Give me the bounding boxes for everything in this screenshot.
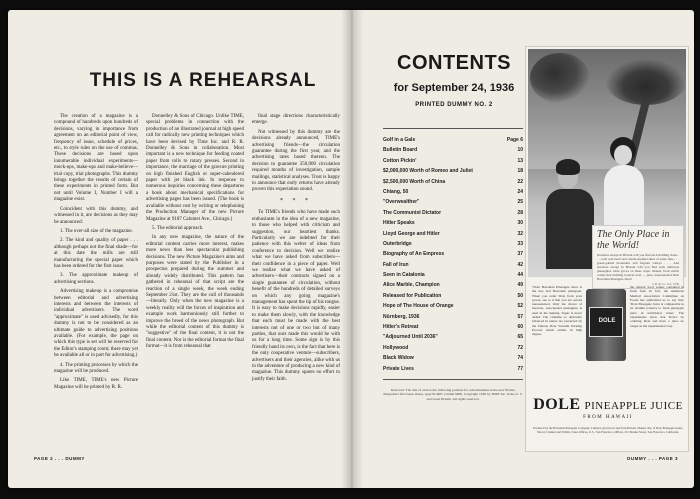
ad-credit: C.B. & Co. Ltd., 1936: [652, 282, 679, 286]
toc-title: Hitler Speaks: [383, 220, 415, 227]
brand-product: PINEAPPLE JUICE: [584, 400, 683, 412]
paragraph: final stage directions characteristically emerge.: [252, 114, 340, 126]
can-label: [589, 307, 623, 337]
contents-date: for September 24, 1936: [393, 82, 515, 94]
section-divider: * * *: [280, 197, 312, 204]
toc-title: Cotton Pickin': [383, 157, 417, 164]
ad-body-right: the natural food values contained in fresh fruit. In fact, the American Medical Association Committee on Foods has authorized us to say this: 'Dole Pineapple Juice is comparable in its vitamin potency to fresh pineapple juice in nutritional value.' The experiments show that Dole's by ordering Dole and have a juice no longer in the experimental way.: [630, 285, 684, 328]
paragraph: The creation of a magazine is a compound of hundreds upon hundreds of decisions, varying in importance from agreement on an editorial point of view, frequency of issue, schedule of prices, etc., to style rules on the use of commas. These decisions are based upon innumerable individual experiments—mock-ups, make-ups and make-believe—trial copy, trial photographs. This dummy brings together the results of certain of these experiments in printed form. But not until Volume I, Number I will a magazine exist.: [54, 114, 138, 203]
toc-title: $2,000,000 Worth of Romeo and Juliet: [383, 168, 473, 175]
toc-row[interactable]: [383, 197, 523, 207]
paragraph: 5. The editorial approach.: [152, 225, 204, 231]
contents-fine-print: Reserved. The title of each is the following position for advertisement in the new Picture Magazine's first issue. Rates, page $1,600; column $800. Copyright 1936 by TIME Inc. in the U. S. and Great Britain. All rights reserved.: [383, 388, 523, 401]
left-page: [8, 10, 351, 488]
man-hair: [556, 159, 580, 175]
decision-list: [54, 229, 138, 391]
toc-page: 30: [517, 220, 523, 227]
toc-title: Biography of An Empress: [383, 251, 445, 258]
list-item: Like TIME, TIME's new Picture Magazine will be printed by R. R.: [54, 378, 138, 390]
toc-row[interactable]: [383, 229, 523, 239]
page-headline: THIS IS A REHEARSAL: [89, 70, 317, 91]
text-column-1: [54, 114, 138, 394]
toc-row[interactable]: [383, 353, 523, 363]
toc-title: Hollywood: [383, 344, 409, 351]
ad-tagline-box: [592, 225, 684, 289]
ad-tagline-text: Nowhere except in Hawaii will you find such thrilling vistas . . . coral reef heart and candle-studded skies of azure blue . . . green-gabled mountains and fragrant valleys . . . And nowhere except in Hawaii will you find such delicious pineapples. Dole grows on these tropic islands, from which comes that thrilling tropical treat — pure, unsweetened Dole Hawaiian Pineapple Juice!: [597, 253, 679, 281]
list-item: 3. The approximate makeup of advertising sections.: [54, 273, 138, 285]
list-item: 1. The over-all size of the magazine.: [60, 228, 133, 234]
toc-row[interactable]: [383, 322, 523, 332]
toc-title: Outerbridge: [383, 240, 412, 247]
juice-can-image: [586, 289, 626, 361]
can-label-text: DOLE: [598, 318, 616, 324]
toc-title: Bulletin Board: [383, 147, 418, 154]
text-column-3: [252, 114, 340, 386]
toc-page: 72: [517, 344, 523, 351]
list-item: 2. The kind and quality of paper . . . although perhaps not the final shade—for at this date the mills are still manufacturing the special paper which has been ordered for the first issue.: [54, 238, 138, 269]
toc-title: $2,500,000 Worth of China: [383, 178, 446, 185]
toc-title: Nürnberg, 1936: [383, 313, 420, 320]
toc-row[interactable]: [383, 280, 523, 290]
toc-title: Chiang, 50: [383, 188, 409, 195]
text-column-2: [146, 114, 244, 354]
toc-page: 57: [517, 313, 523, 320]
toc-page: 42: [517, 261, 523, 268]
toc-page: 60: [517, 324, 523, 331]
toc-title: "Adjourned Until 2036": [383, 334, 438, 341]
list-item: 4. The printing processes by which the magazine will be produced.: [54, 362, 138, 375]
toc-page: 65: [517, 334, 523, 341]
toc-row[interactable]: [383, 145, 523, 155]
woman-face: [614, 145, 632, 165]
paragraph: Coincident with this dummy, and witnessed in it, are decisions as they may be announced:: [54, 206, 138, 225]
toc-row[interactable]: [383, 218, 523, 228]
toc-page: 74: [517, 355, 523, 362]
toc-row[interactable]: [383, 156, 523, 166]
palm-leaves-right: [606, 59, 686, 105]
toc-row[interactable]: [383, 239, 523, 249]
toc-row[interactable]: [383, 187, 523, 197]
toc-title: The Communist Dictator: [383, 209, 442, 216]
toc-page: 77: [517, 365, 523, 372]
toc-row[interactable]: [383, 166, 523, 176]
man-suit: [546, 189, 594, 269]
toc-page: 22: [517, 178, 523, 185]
toc-page: 32: [517, 230, 523, 237]
toc-page: Page 6: [506, 137, 523, 143]
man-figure: [546, 159, 594, 269]
toc-page: 24: [517, 188, 523, 195]
contents-title: CONTENTS: [397, 52, 511, 74]
toc-page: 49: [517, 282, 523, 289]
paragraph: Donnelley & Sons of Chicago. Unlike TIME, special problems in connection with the production of an illustrated journal at high speed call for radically new printing techniques which have been devised by Time Inc. and R. R. Donnelley & Sons in collaboration. Most important is a new technique for feeding coated paper from rolls to rotary presses. Second in importance, the marriage of the gravure printing on high finished English or super-calendered paper with jet black ink. In response to numerous inquiries concerning these departures a book about mechanical specifications for advertising pages has been issued. (The book is available without cost by writing or telephoning the Production Manager of the new Picture Magazine at 9187 Calumet Ave., Chicago.): [146, 114, 244, 222]
toc-title: Private Lives: [383, 365, 414, 372]
toc-title: Hope of The House of Orange: [383, 303, 454, 310]
ad-brand: [530, 397, 686, 414]
toc-title: Lloyd George and Hitler: [383, 230, 440, 237]
paragraph: In any new magazine, the nature of the editorial content carries more interest, makes more news than less spectacular publishing decisions. The new Picture Magazine's aims and purposes were stated by the Publisher in a prospectus prepared during the summer and already widely distributed. This pattern has gathered in rehearsal of that script are the reaction of a single week, the week ending September 21st. They are the cull of thousands—literally. Only when the new magazine is a weekly reality will the forces of inspiration and example work harmoniously still further to improve the breed of the news photograph. But while the editorial content of this dummy is "suggestive" of the final content, it is not the final content. Nor is the editorial format the final format—it is from rehearsal that: [146, 235, 244, 350]
toc-title: Hitler's Retreat: [383, 324, 419, 331]
toc-row[interactable]: [383, 270, 523, 280]
list-item: Advertising makeup is a compromise between editorial and advertising interests and between the interests of individual advertisers. The word "approximate" is used advisedly, for this dummy is not to be considered as an ultimate guide to advertising positions available. (For example, the page on which this type is set will be reserved for the Editor's stamping room; there may yet be available all or in part for advertising.): [54, 289, 138, 359]
ad-fine-print: Produced by the Hawaiian Pineapple Company, Limited, growers in and from Hawaii. Makers also of Dole Pineapple Gems, Sliced, Crushed and Tidbits. Sales Offices, U.S., San Francisco. Offices, 215 Market Street, San Francisco, California.: [533, 426, 683, 434]
toc-row[interactable]: [383, 343, 523, 353]
toc-row[interactable]: [383, 135, 523, 145]
page-gutter: [341, 10, 363, 488]
page-footer-left: PAGE 2 . . . DUMMY: [34, 456, 85, 461]
toc-page: 52: [517, 303, 523, 310]
toc-row[interactable]: [383, 249, 523, 259]
toc-page: 28: [517, 209, 523, 216]
toc-page: 18: [517, 168, 523, 175]
paragraph: Not witnessed by this dummy are the decisions already announced, TIME's advertising friends—the circulation guarantee during the first year, and the advertising rates based thereon. The decision to guarantee 250,000 circulation required months of investigation, sample mailings, statistical analyses. Trust is happy to announce that early returns have already proven this expectation sound.: [252, 129, 340, 193]
brand-origin: FROM HAWAII: [583, 415, 633, 420]
table-of-contents: [383, 128, 523, 380]
ad-body-left: "Dole Hawaiian Pineapple Juice is the true and Hawaiian pineapple. When you order Dole from your grocer, see to it that you are served unsweetened. Only the choice of luscious, sun-ripened pineapples is used in the making. Sugar is never added. The vitamins so delicately balanced in nature are preserved by the famous Dole Vacuum Packing Process which retains in high degree,: [532, 285, 582, 337]
toc-page: 37: [517, 251, 523, 258]
page-footer-right: DUMMY . . . PAGE 3: [627, 456, 678, 461]
toc-row[interactable]: [383, 208, 523, 218]
toc-title: "Overwealther": [383, 199, 420, 206]
toc-page: 50: [517, 292, 523, 299]
toc-row[interactable]: [383, 332, 523, 342]
toc-page: 13: [517, 157, 523, 164]
toc-page: 10: [517, 147, 523, 154]
paragraph: To TIME's friends who have made such enthusiasm in the idea of a new magazine, to those who helped with criticism and suggestion, our heartiest thanks. Particularly we are indebted for their patience with this welter of ideas from conference to decision. Well we realize what we have asked from subscribers—their confidence in a piece of paper. Well we realize what we have asked of advertisers—their contracts signed on a single guarantee of circulation, without benefit of the hundreds of detailed surveys on which any going magazine's management has spent the tip of his tongue. It is easy to make decisions rapidly, easier to make them slowly, with the knowledge that each must be made with the best interests not of one or two but of many parties, that ours made this would be with us for a long time. Some sign is by this friendly hand its own, is the fact that here is the only cooperative venture—subscribers, advertisers and their agencies, alike with us in the adventure of producing a new kind of magazine. This dummy spares no effort to justify their faith.: [252, 210, 340, 382]
ad-photo: [528, 49, 686, 286]
magazine-spread: [8, 10, 694, 488]
toc-title: Golf in a Gale: [383, 137, 416, 143]
toc-row[interactable]: [383, 312, 523, 322]
toc-title: Fall of Irun: [383, 261, 409, 268]
brand-name: DOLE: [533, 396, 581, 413]
contents-subtitle: PRINTED DUMMY NO. 2: [415, 102, 493, 108]
dole-advertisement: [525, 46, 689, 452]
ad-headline: The Only Place in the World!: [597, 229, 670, 251]
toc-row[interactable]: [383, 260, 523, 270]
toc-page: 44: [517, 272, 523, 279]
toc-title: Alice Marble, Champion: [383, 282, 440, 289]
toc-title: Released for Publication: [383, 292, 442, 299]
toc-row[interactable]: [383, 291, 523, 301]
toc-row[interactable]: [383, 301, 523, 311]
toc-row[interactable]: [383, 364, 523, 374]
palm-leaves-left: [530, 53, 590, 103]
toc-title: Black Widow: [383, 355, 414, 362]
toc-page: 33: [517, 240, 523, 247]
toc-row[interactable]: [383, 177, 523, 187]
toc-page: 25: [517, 199, 523, 206]
toc-title: Seen in Catalonia: [383, 272, 425, 279]
right-page: [351, 10, 694, 488]
